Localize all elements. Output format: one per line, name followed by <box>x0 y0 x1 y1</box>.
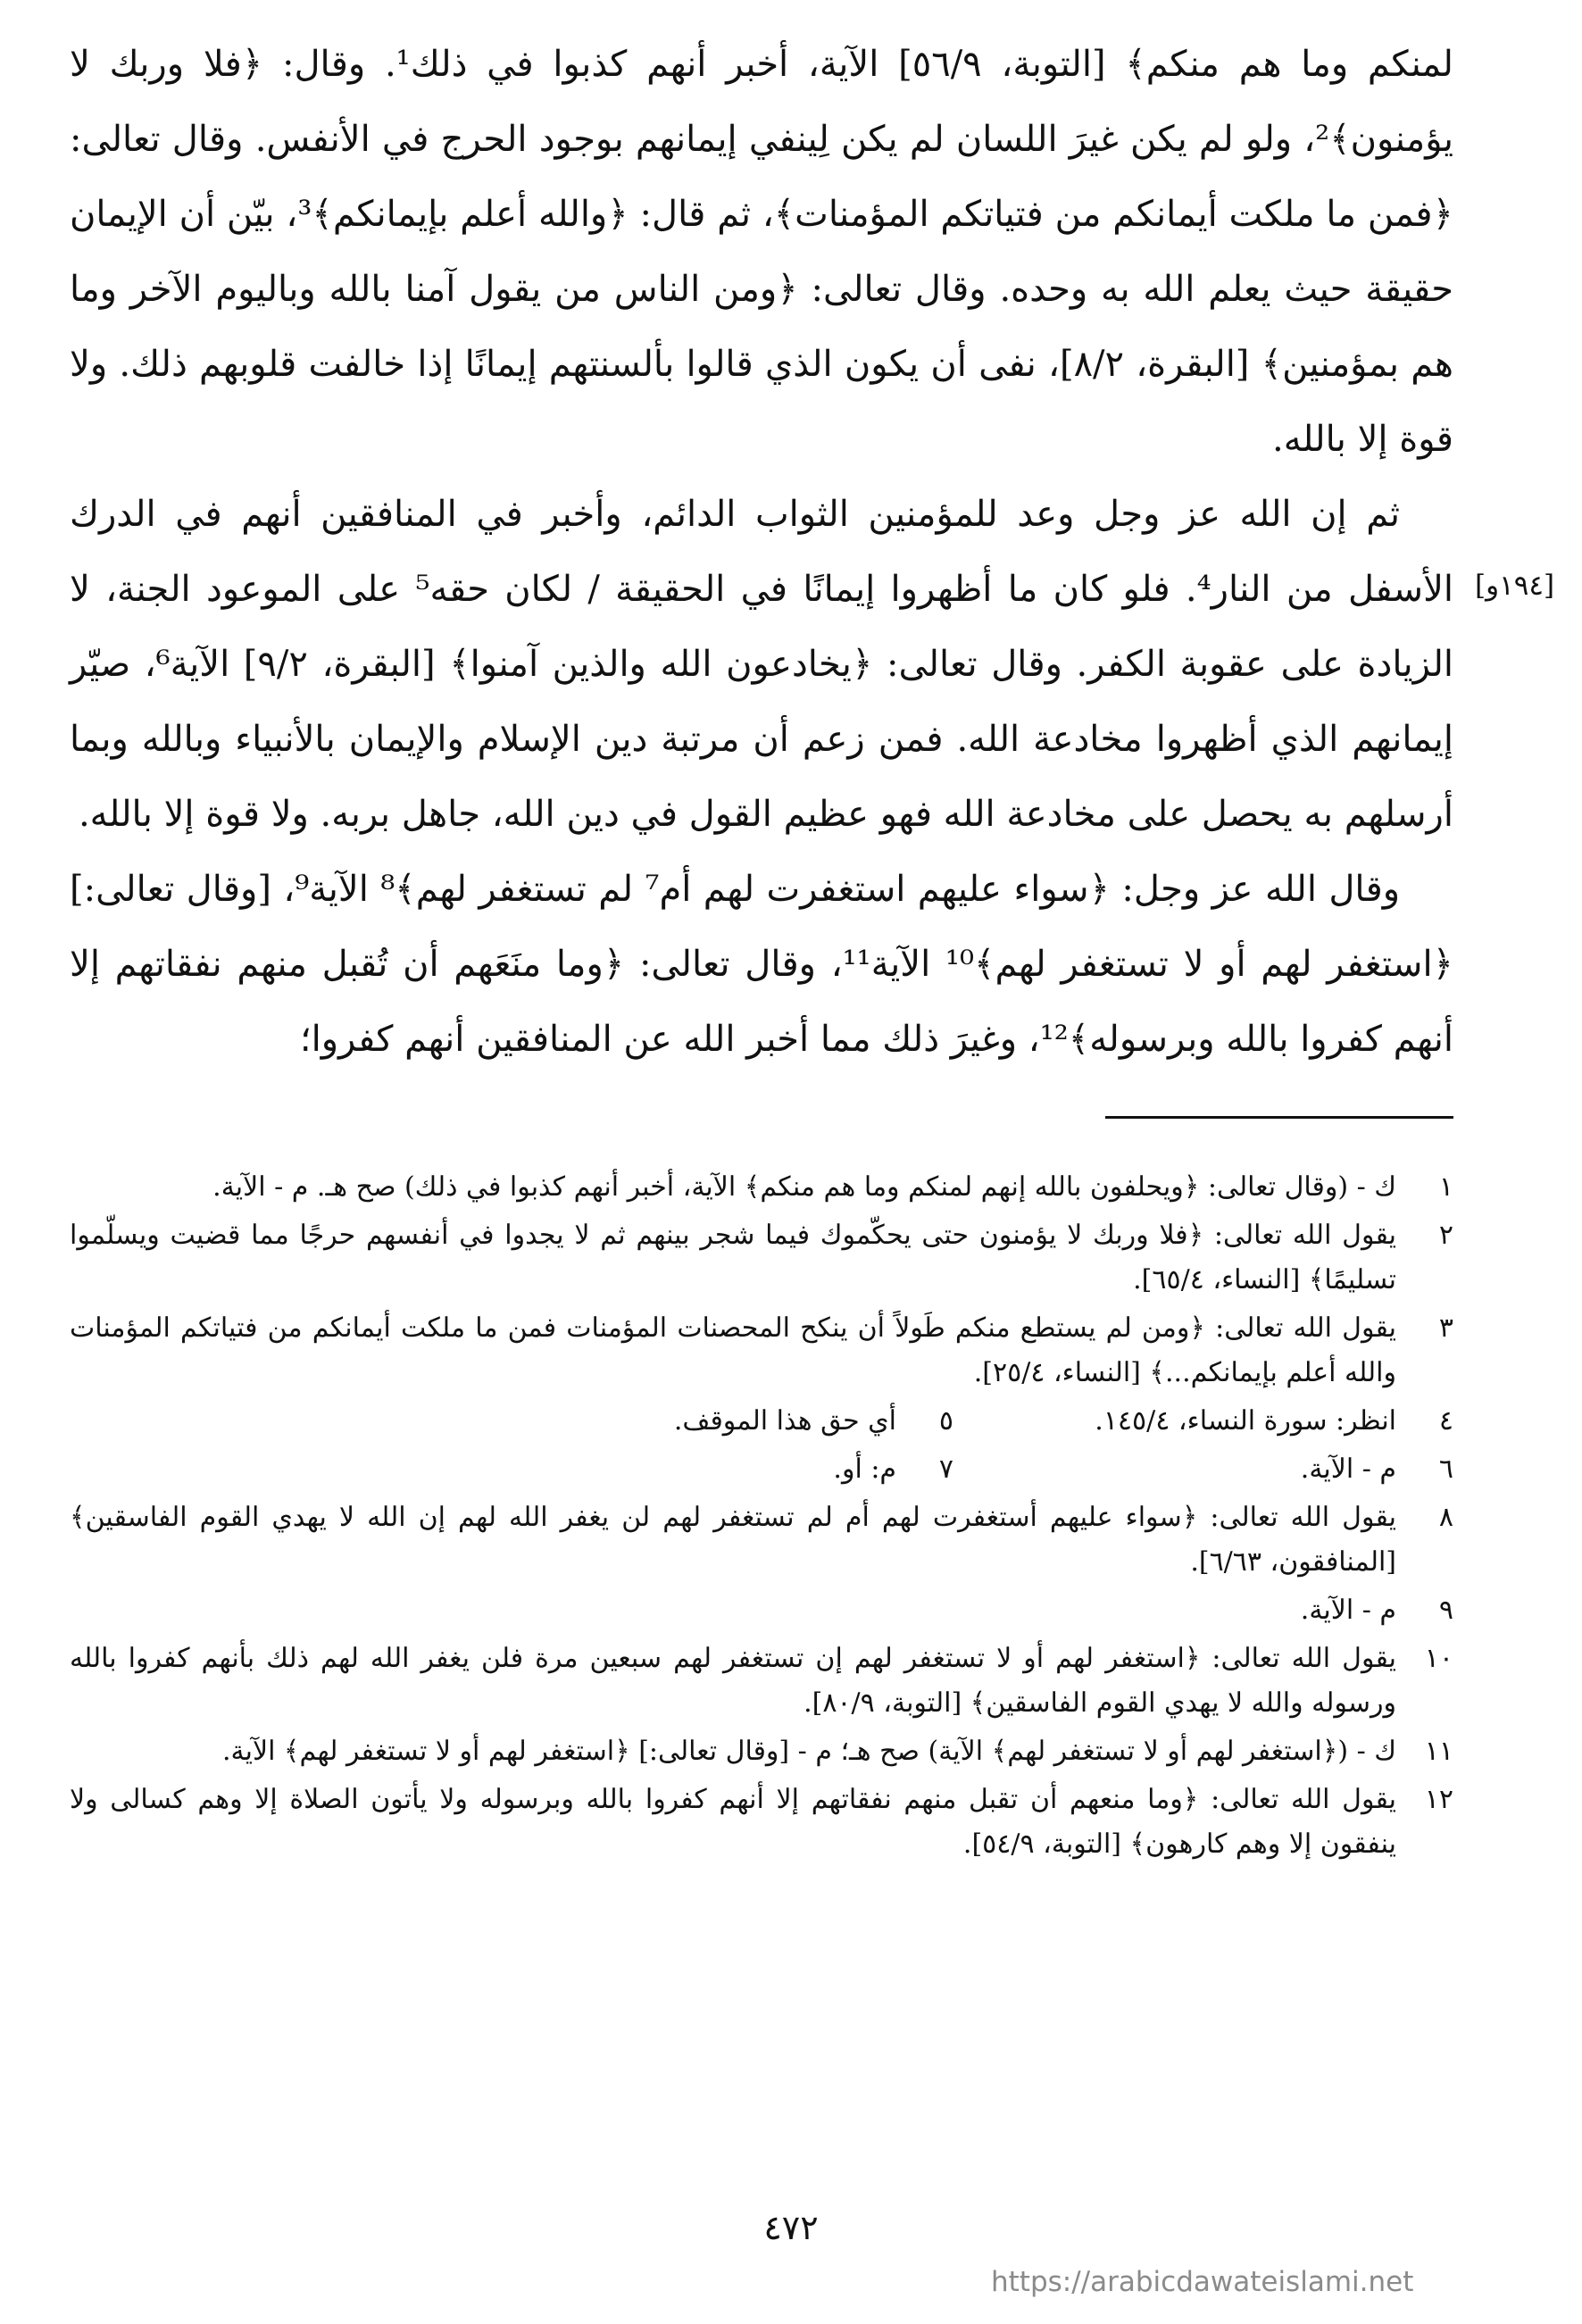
footnote <box>70 1778 1453 1867</box>
footnote <box>70 1495 1453 1585</box>
footnote <box>70 1637 1453 1726</box>
footnote <box>70 1588 1453 1633</box>
footnote-divider <box>1105 1116 1453 1119</box>
footnote-pair <box>70 1447 1453 1492</box>
footnote-number: ١ <box>1438 1171 1453 1203</box>
footnote-text: يقول الله تعالى: ﴿ومن لم يستطع منكم طَولاً أن ينكح المحصنات المؤمنات فمن ما ملكت أيمانكم من فتياتكم المؤمنات والله أعلم بإيمانكم...﴾ [النساء، ٢٥/٤]. <box>70 1312 1396 1388</box>
footnotes <box>70 1165 1453 1870</box>
watermark-url: https://arabicdawateislami.net <box>991 2266 1414 2298</box>
paragraph: وقال الله عز وجل: ﴿سواء عليهم استغفرت لهم أم⁷ لم تستغفر لهم﴾⁸ الآية⁹، [وقال تعالى:] ﴿استغفر لهم أو لا تستغفر لهم﴾¹⁰ الآية¹¹، وقال تعالى: ﴿وما منَعَهم أن تُقبل منهم نفقاتهم إلا أنهم كفروا بالله وبرسوله﴾¹²، وغيرَ ذلك مما أخبر الله عن المنافقين أنهم كفروا؛ <box>70 869 1453 1060</box>
footnote-number: ٣ <box>1438 1312 1453 1344</box>
footnote-number: ٢ <box>1438 1220 1453 1251</box>
footnote-text: م - الآية. <box>1300 1595 1396 1626</box>
footnote-number: ٧ <box>938 1454 953 1485</box>
paragraph: لمنكم وما هم منكم﴾ [التوبة، ٥٦/٩] الآية، أخبر أنهم كذبوا في ذلك¹. وقال: ﴿فلا وربك لا يؤمنون﴾²، ولو لم يكن غيرَ اللسان لم يكن لِينفي إيمانهم بوجود الحرج في الأنفس. وقال تعالى: ﴿فمن ما ملكت أيمانكم من فتياتكم المؤمنات﴾، ثم قال: ﴿والله أعلم بإيمانكم﴾³، بيّن أن الإيمان حقيقة حيث يعلم الله به وحده. وقال تعالى: ﴿ومن الناس من يقول آمنا بالله وباليوم الآخر وما هم بمؤمنين﴾ [البقرة، ٨/٢]، نفى أن يكون الذي قالوا بألسنتهم إيمانًا إذا خالفت قلوبهم ذلك. ولا قوة إلا بالله. <box>70 44 1454 460</box>
footnote-text: ك - (وقال تعالى: ﴿ويحلفون بالله إنهم لمنكم وما هم منكم﴾ الآية، أخبر أنهم كذبوا في ذلك) صح هـ. م - الآية. <box>212 1171 1396 1203</box>
footnote-text: م - الآية. <box>1300 1454 1396 1485</box>
footnote-text: انظر: سورة النساء، ١٤٥/٤. <box>1095 1405 1396 1437</box>
footnote-number: ٨ <box>1438 1502 1453 1533</box>
footnote <box>70 1729 1453 1774</box>
footnote-pair <box>70 1399 1453 1444</box>
footnote-number: ٤ <box>1438 1405 1453 1437</box>
main-text <box>70 27 1453 1077</box>
footnote <box>70 1306 1453 1395</box>
footnote <box>70 1213 1453 1303</box>
footnote <box>70 1165 1453 1210</box>
footnote-number: ١٠ <box>1424 1643 1453 1674</box>
footnote-text: م: أو. <box>833 1454 896 1485</box>
footnote-text: يقول الله تعالى: ﴿فلا وربك لا يؤمنون حتى يحكّموك فيما شجر بينهم ثم لا يجدوا في أنفسهم حرجًا مما قضيت ويسلّموا تسليمًا﴾ [النساء، ٦٥/٤]. <box>70 1220 1396 1295</box>
footnote-number: ٩ <box>1438 1595 1453 1626</box>
footnote-number: ٦ <box>1438 1454 1453 1485</box>
paragraph: ثم إن الله عز وجل وعد للمؤمنين الثواب الدائم، وأخبر في المنافقين أنهم في الدرك الأسفل من النار⁴. فلو كان ما أظهروا إيمانًا في الحقيقة / لكان حقه⁵ على الموعود الجنة، لا الزيادة على عقوبة الكفر. وقال تعالى: ﴿يخادعون الله والذين آمنوا﴾ [البقرة، ٩/٢] الآية⁶، صيّر إيمانهم الذي أظهروا مخادعة الله. فمن زعم أن مرتبة دين الإسلام والإيمان بالأنبياء وبالله وبما أرسلهم به يحصل على مخادعة الله فهو عظيم القول في دين الله، جاهل بربه. ولا قوة إلا بالله. <box>70 494 1454 835</box>
footnote-number: ٥ <box>938 1405 953 1437</box>
footnote-number: ١١ <box>1424 1736 1453 1767</box>
page-number: ٤٧٢ <box>763 2208 819 2247</box>
manuscript-folio-marker: [١٩٤و] <box>1475 570 1555 602</box>
footnote-text: يقول الله تعالى: ﴿سواء عليهم أستغفرت لهم أم لم تستغفر لهم لن يغفر الله لهم إن الله لا يهدي القوم الفاسقين﴾ [المنافقون، ٦/٦٣]. <box>70 1502 1396 1578</box>
footnote-text: ك - (﴿استغفر لهم أو لا تستغفر لهم﴾ الآية) صح هـ؛ م - [وقال تعالى:] ﴿استغفر لهم أو لا تستغفر لهم﴾ الآية. <box>221 1736 1396 1767</box>
footnote-number: ١٢ <box>1424 1784 1453 1815</box>
footnote-text: أي حق هذا الموقف. <box>673 1405 896 1437</box>
footnote-text: يقول الله تعالى: ﴿وما منعهم أن تقبل منهم نفقاتهم إلا أنهم كفروا بالله وبرسوله ولا يأتون الصلاة إلا وهم كسالى ولا ينفقون إلا وهم كارهون﴾ [التوبة، ٥٤/٩]. <box>70 1784 1396 1860</box>
footnote-text: يقول الله تعالى: ﴿استغفر لهم أو لا تستغفر لهم إن تستغفر لهم سبعين مرة فلن يغفر الله لهم ذلك بأنهم كفروا بالله ورسوله والله لا يهدي القوم الفاسقين﴾ [التوبة، ٨٠/٩]. <box>70 1643 1396 1719</box>
